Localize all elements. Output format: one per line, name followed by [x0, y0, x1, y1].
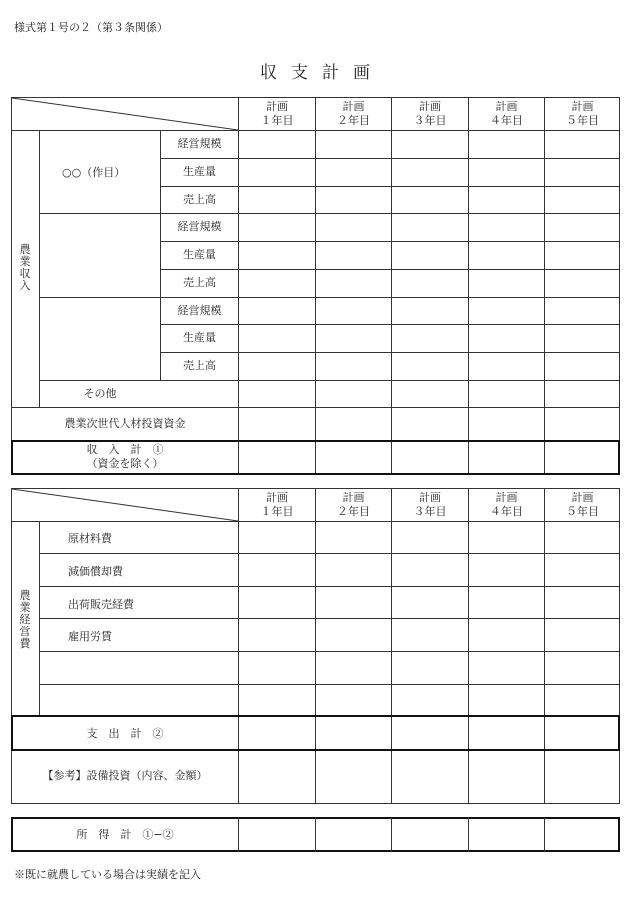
- expense-total-label: 支 出 計 ②: [86, 727, 164, 740]
- plan-col-2-header: 計画 ２年目: [337, 100, 370, 127]
- capex-reference-label: 【参考】設備投資（内容、金額）: [42, 769, 208, 782]
- expense-item-labor: 雇用労賃: [68, 630, 112, 643]
- crop-2-sales-label: 売上高: [183, 276, 216, 289]
- page-title: 収支計画: [260, 63, 384, 83]
- income-group-label: 農業収入: [19, 243, 31, 292]
- other-income-label: その他: [83, 387, 117, 400]
- footnote: ※既に就農している場合は実績を記入: [14, 868, 201, 881]
- crop-1-production-label: 生産量: [183, 165, 216, 178]
- expense-group-label: 農業経営費: [19, 589, 31, 650]
- crop-1-scale-label: 経営規模: [177, 137, 222, 150]
- net-income-label: 所 得 計 ①−②: [76, 828, 174, 841]
- expense-plan-col-4-header: 計画 ４年目: [490, 491, 523, 518]
- crop-2-scale-label: 経営規模: [177, 220, 222, 233]
- subsidy-label: 農業次世代人材投資資金: [64, 417, 186, 430]
- crop-3-scale-label: 経営規模: [177, 304, 222, 317]
- expense-plan-col-3-header: 計画 ３年目: [413, 491, 447, 518]
- crop-3-production-label: 生産量: [183, 331, 216, 344]
- plan-col-5-header: 計画 ５年目: [566, 100, 599, 127]
- crop-1-sales-label: 売上高: [183, 193, 216, 206]
- expense-plan-col-2-header: 計画 ２年目: [337, 491, 370, 518]
- plan-col-1-header: 計画 １年目: [260, 100, 294, 127]
- crop-2-production-label: 生産量: [183, 248, 216, 261]
- crop-1-label: ○○（作目）: [62, 166, 126, 179]
- crop-3-sales-label: 売上高: [183, 359, 216, 372]
- plan-col-4-header: 計画 ４年目: [490, 100, 523, 127]
- expense-item-materials: 原材料費: [68, 532, 112, 545]
- plan-col-3-header: 計画 ３年目: [413, 100, 447, 127]
- form-id: 様式第１号の２（第３条関係）: [14, 21, 168, 34]
- expense-item-depreciation: 減価償却費: [68, 565, 123, 578]
- income-total-label: 収 入 計 ① （資金を除く）: [86, 443, 164, 470]
- expense-plan-col-5-header: 計画 ５年目: [566, 491, 599, 518]
- expense-item-shipping: 出荷販売経費: [68, 598, 134, 611]
- expense-plan-col-1-header: 計画 １年目: [260, 491, 294, 518]
